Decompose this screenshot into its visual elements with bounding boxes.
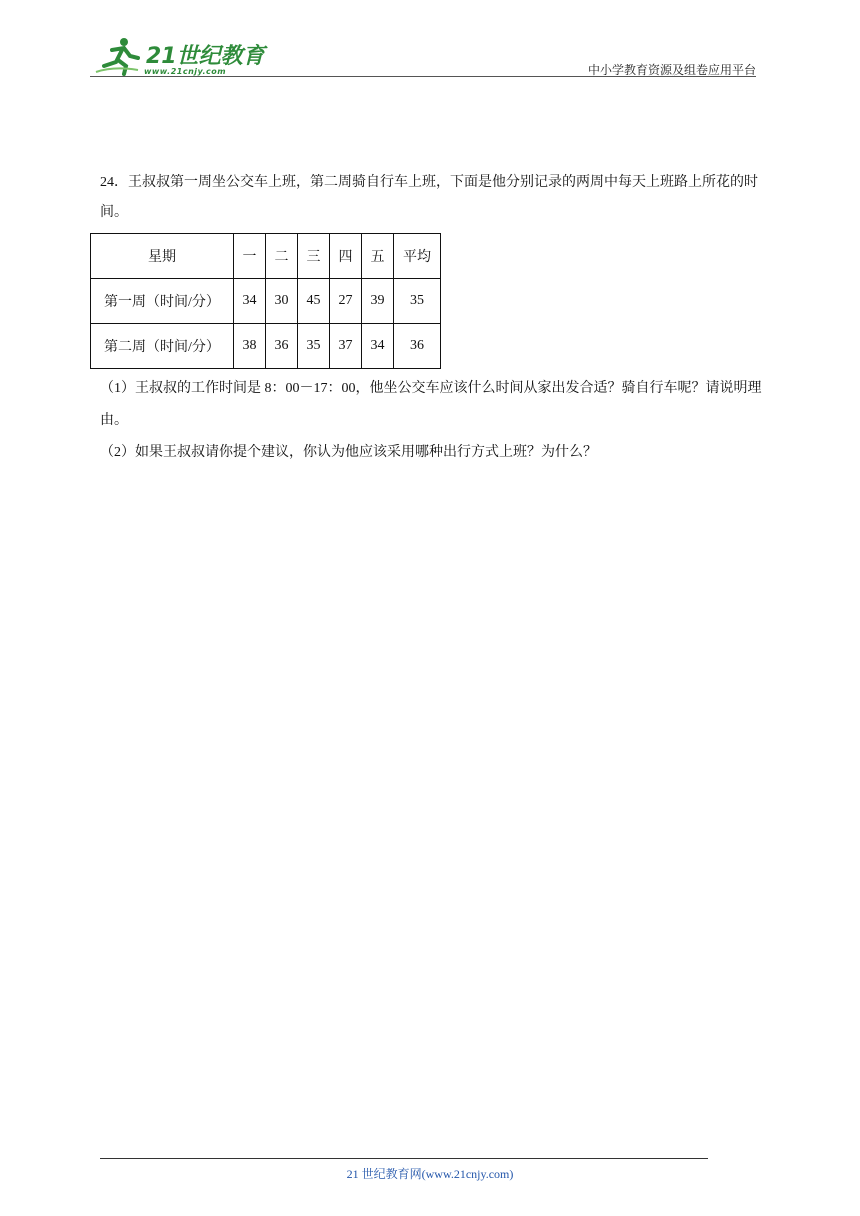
- table-header-cell: 平均: [394, 234, 441, 279]
- table-cell: 37: [330, 324, 362, 369]
- table-cell: 27: [330, 279, 362, 324]
- footer-divider: [100, 1158, 708, 1159]
- table-cell: 34: [362, 324, 394, 369]
- table-header-cell: 五: [362, 234, 394, 279]
- page-header: [90, 30, 756, 80]
- table-header-row: [91, 234, 441, 279]
- table-cell: 36: [394, 324, 441, 369]
- sub-question-2: （2）如果王叔叔请你提个建议，你认为他应该采用哪种出行方式上班？为什么？: [100, 445, 597, 460]
- footer-text: 21 世纪教育网(www.21cnjy.com): [346, 1167, 514, 1181]
- header-platform-text: 中小学教育资源及组卷应用平台: [587, 63, 756, 77]
- table-header-cell: 四: [330, 234, 362, 279]
- table-row-label: 第二周（时间/分）: [91, 324, 234, 369]
- runner-logo-icon: [94, 36, 144, 76]
- question-intro: 24．王叔叔第一周坐公交车上班，第二周骑自行车上班，下面是他分别记录的两周中每天上班路上所花的时间。: [100, 175, 758, 220]
- table-cell: 39: [362, 279, 394, 324]
- logo-url: www.21cnjy.com: [144, 67, 227, 76]
- sub-question-1: （1）王叔叔的工作时间是 8：00－17：00，他坐公交车应该什么时间从家出发合适？骑自行车呢？请说明理由。: [100, 381, 762, 428]
- time-table: [90, 233, 441, 369]
- table-cell: 45: [298, 279, 330, 324]
- table-header-cell: 三: [298, 234, 330, 279]
- table-header-cell: 二: [266, 234, 298, 279]
- table-cell: 30: [266, 279, 298, 324]
- table-cell: 38: [234, 324, 266, 369]
- logo: [94, 36, 264, 76]
- table-cell: 35: [394, 279, 441, 324]
- table-row: [91, 324, 441, 369]
- table-row-label: 第一周（时间/分）: [91, 279, 234, 324]
- header-divider: [90, 76, 756, 77]
- sub-questions: [100, 373, 780, 469]
- table-row: [91, 279, 441, 324]
- table-cell: 34: [234, 279, 266, 324]
- question-block: [100, 168, 780, 228]
- table-cell: 36: [266, 324, 298, 369]
- table-cell: 35: [298, 324, 330, 369]
- table-header-cell: 星期: [91, 234, 234, 279]
- table-header-cell: 一: [234, 234, 266, 279]
- logo-text: 21世纪教育: [146, 44, 265, 69]
